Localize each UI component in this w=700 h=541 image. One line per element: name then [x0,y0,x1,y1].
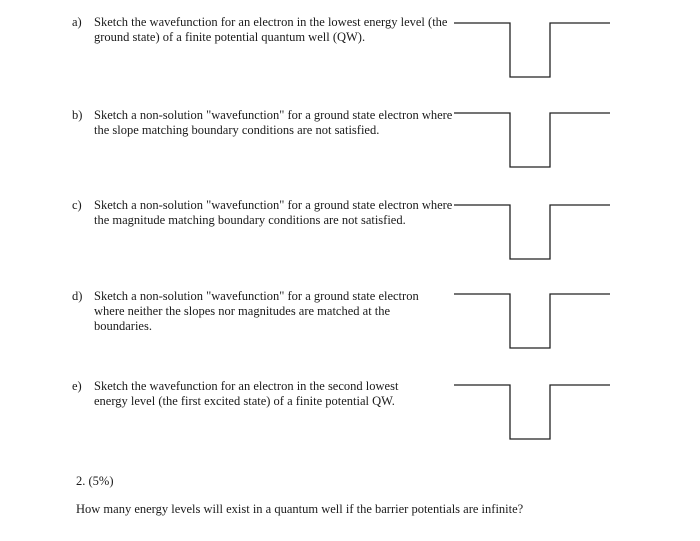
question-label: b) [72,108,83,122]
question-c [72,198,457,228]
question-text: Sketch a non-solution "wavefunction" for a ground state electron where the magnitude matching boundary conditions are not satisfied. [94,198,453,227]
question-a [72,15,457,45]
potential-well-diagram [452,20,612,90]
question-d [72,289,457,334]
question-e [72,379,457,409]
question-text: Sketch a non-solution "wavefunction" for a ground state electron where neither the slopes nor magnitudes are matched at the boundaries. [94,289,419,333]
question-text: Sketch a non-solution "wavefunction" for a ground state electron where the slope matching boundary conditions are not satisfied. [94,108,453,137]
section-2-question: How many energy levels will exist in a quantum well if the barrier potentials are infinite? [76,502,524,516]
question-label: a) [72,15,82,29]
question-label: d) [72,289,83,303]
potential-well-diagram [452,382,612,452]
question-text: Sketch the wavefunction for an electron in the lowest energy level (the ground state) of a finite potential quantum well (QW). [94,15,448,44]
question-label: e) [72,379,82,393]
question-b [72,108,457,138]
potential-well-diagram [452,291,612,361]
potential-well-diagram [452,110,612,180]
potential-well-diagram [452,202,612,272]
section-2-number: 2. (5%) [76,474,114,488]
question-label: c) [72,198,82,212]
question-text: Sketch the wavefunction for an electron in the second lowest energy level (the first excited state) of a finite potential QW. [94,379,399,408]
